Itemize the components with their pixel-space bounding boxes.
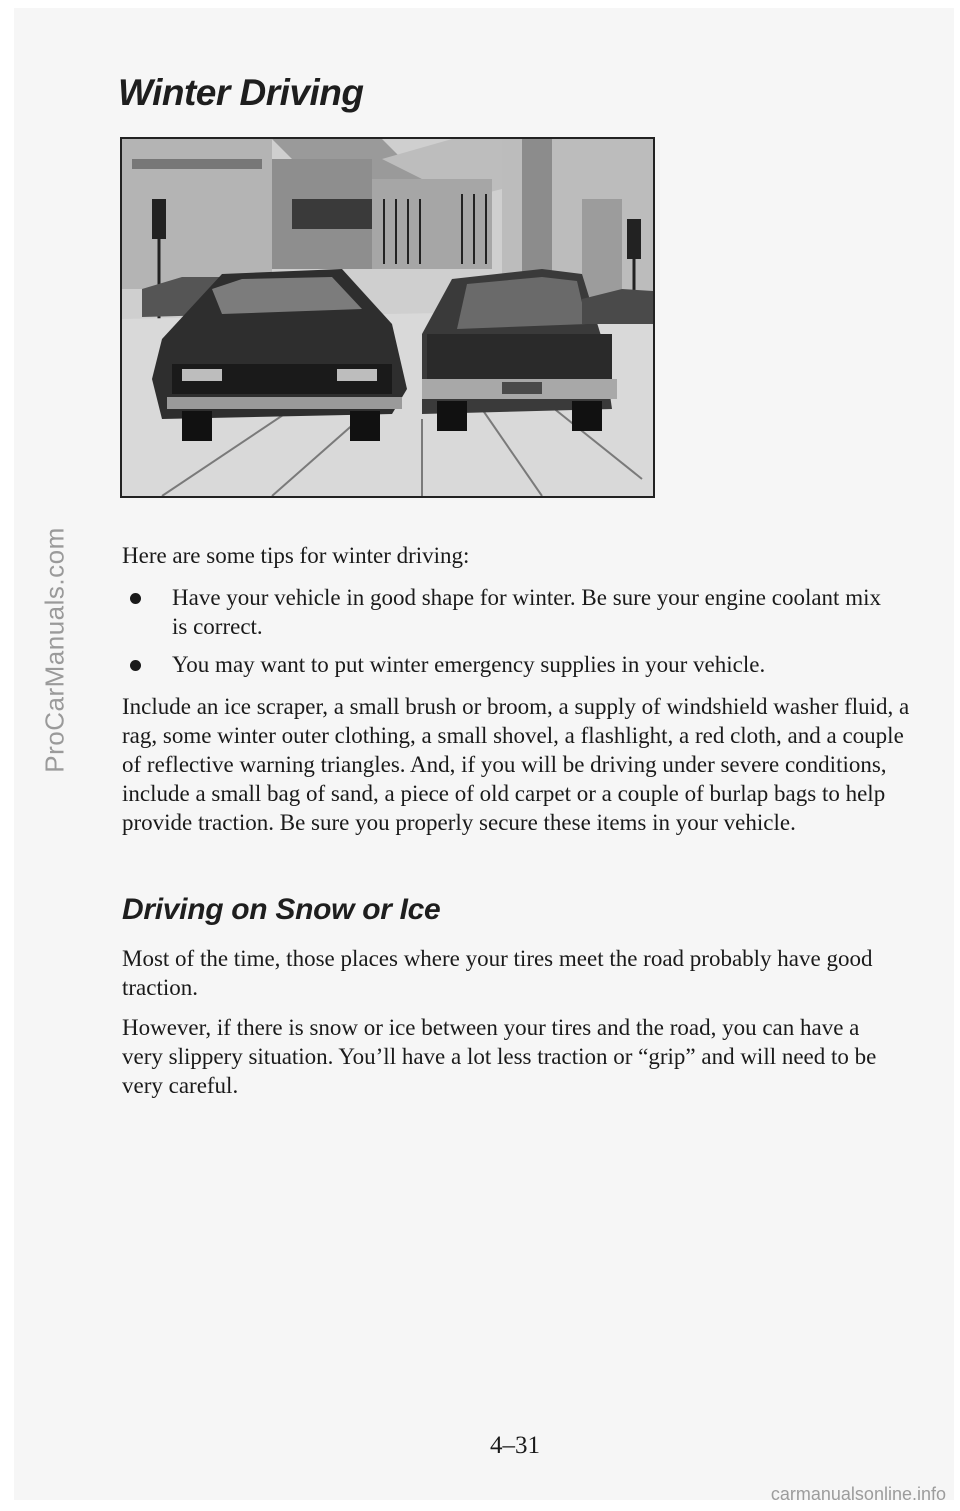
bullet-icon: [130, 660, 141, 671]
bullet-icon: [130, 593, 141, 604]
page-title: Winter Driving: [118, 72, 364, 113]
supplies-paragraph: Include an ice scraper, a small brush or broom, a supply of windshield washer fluid, a rag, some winter outer clothing, a small shovel, a flashlight, a red cloth, and a couple of reflective warning triangles. And, if you will be driving under severe conditions, include a small bag of sand, a piece of old carpet or a couple of burlap bags to help provide traction. Be sure you properly secure these items in your vehicle.: [122, 694, 910, 835]
winter-street-illustration: [120, 137, 655, 498]
body-paragraph: However, if there is snow or ice between your tires and the road, you can have a very slippery situation. You’ll have a lot less traction or “grip” and will need to be very careful.: [122, 1015, 877, 1098]
section-heading: Driving on Snow or Ice: [122, 893, 441, 926]
intro-text: Here are some tips for winter driving:: [122, 543, 470, 568]
winter-scene-drawing: [122, 139, 653, 496]
footer-watermark: carmanualsonline.info: [770, 1484, 946, 1504]
side-watermark-text: ProCarManuals.com: [39, 527, 70, 773]
side-watermark: [10, 300, 100, 1000]
list-item-text: You may want to put winter emergency supplies in your vehicle.: [172, 652, 766, 677]
list-item-text: Have your vehicle in good shape for winter. Be sure your engine coolant mix is correct.: [172, 585, 881, 639]
body-paragraph: Most of the time, those places where your tires meet the road probably have good traction.: [122, 946, 873, 1000]
page-number: 4–31: [490, 1432, 540, 1459]
